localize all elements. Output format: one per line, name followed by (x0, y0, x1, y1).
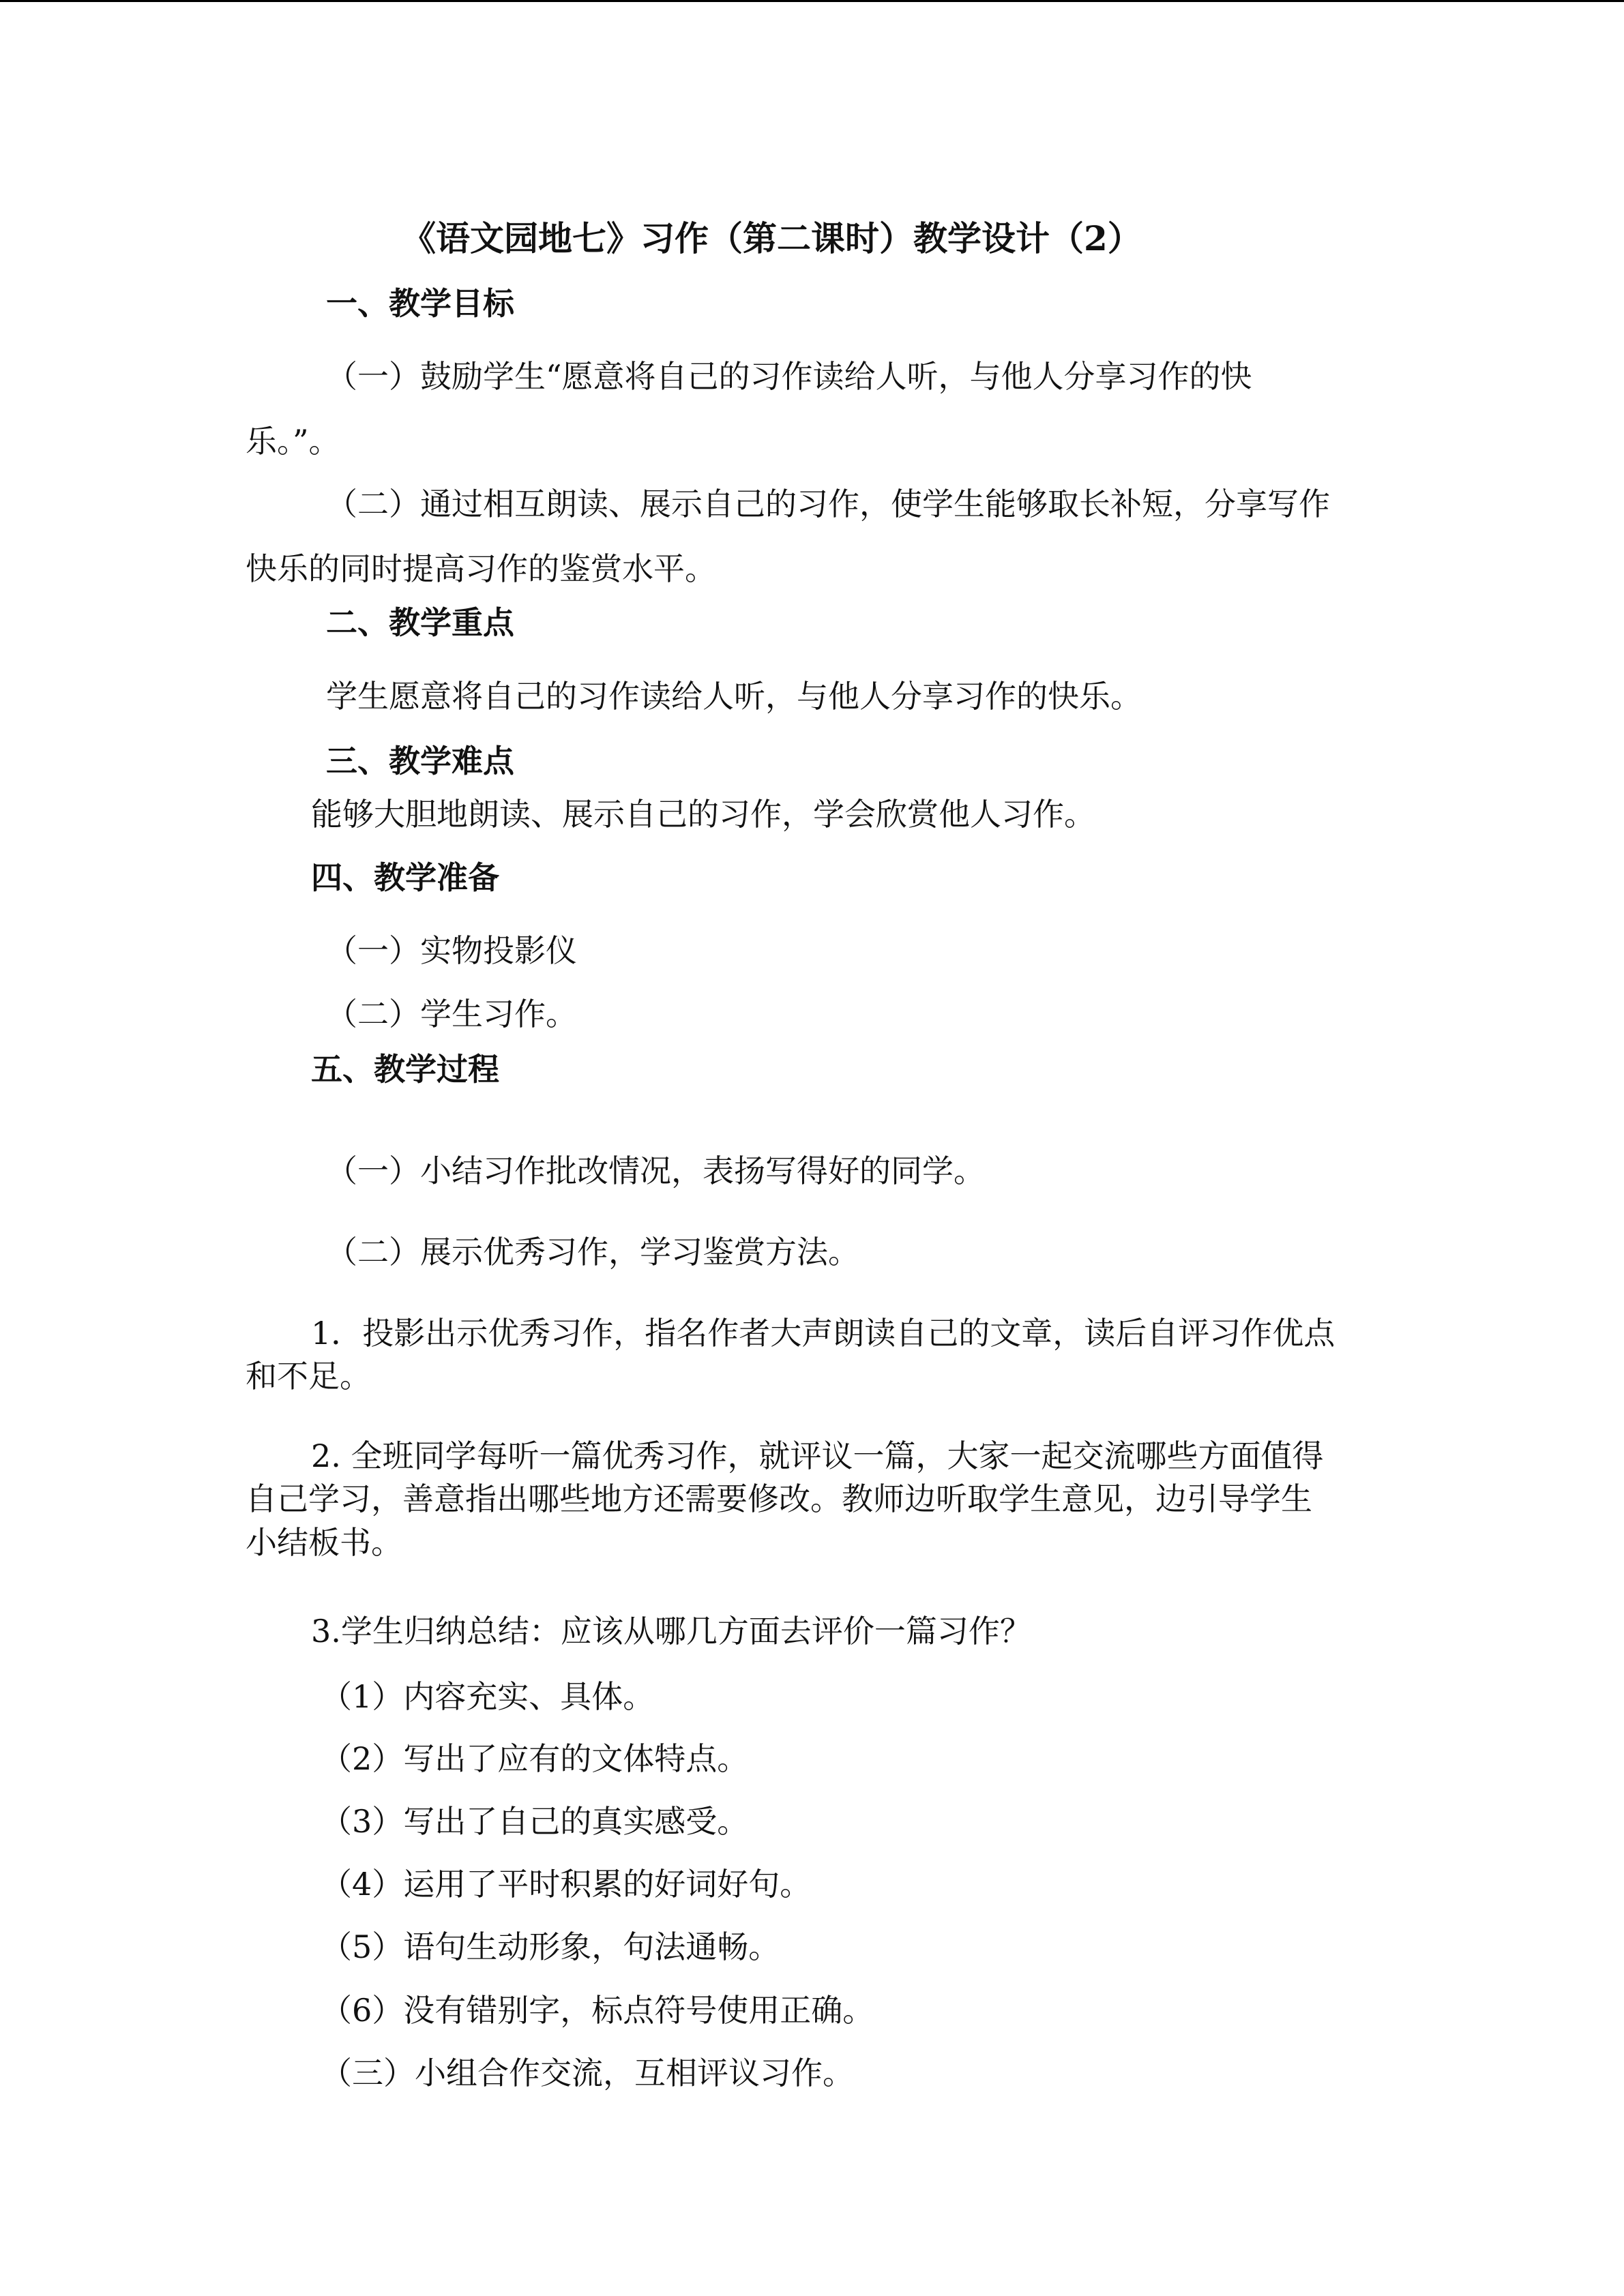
paragraph: （一）小结习作批改情况，表扬写得好的同学。 (326, 1152, 985, 1189)
paragraph: （一）鼓励学生“愿意将自己的习作读给人听，与他人分享习作的快 (326, 358, 1252, 395)
list-item: （4）运用了平时积累的好词好句。 (321, 1866, 812, 1903)
paragraph: 乐。”。 (246, 423, 340, 460)
paragraph: 1．投影出示优秀习作，指名作者大声朗读自己的文章，读后自评习作优点 (311, 1315, 1335, 1352)
paragraph: 快乐的同时提高习作的鉴赏水平。 (246, 550, 716, 587)
list-item: （1）内容充实、具体。 (321, 1678, 655, 1715)
paragraph: 自己学习，善意指出哪些地方还需要修改。教师边听取学生意见，边引导学生 (246, 1480, 1312, 1517)
list-item: （3）写出了自己的真实感受。 (321, 1803, 749, 1840)
document-title: 《语文园地七》习作（第二课时）教学设计（2） (402, 218, 1142, 258)
paragraph: 小结板书。 (246, 1524, 402, 1561)
list-item: （二）学生习作。 (326, 996, 577, 1032)
paragraph: （二）展示优秀习作，学习鉴赏方法。 (326, 1234, 859, 1270)
list-item: （2）写出了应有的文体特点。 (321, 1740, 749, 1777)
list-item: （5）语句生动形象，句法通畅。 (321, 1928, 780, 1965)
paragraph: 能够大胆地朗读、展示自己的习作，学会欣赏他人习作。 (311, 796, 1095, 833)
section-heading-preparation: 四、教学准备 (311, 859, 499, 896)
paragraph: 和不足。 (246, 1358, 371, 1395)
paragraph: 学生愿意将自己的习作读给人听，与他人分享习作的快乐。 (326, 678, 1142, 715)
section-heading-difficulty: 三、教学难点 (326, 743, 514, 779)
section-heading-goals: 一、教学目标 (326, 285, 514, 322)
list-item: （一）实物投影仪 (326, 932, 577, 969)
paragraph: 2. 全班同学每听一篇优秀习作，就评议一篇，大家一起交流哪些方面值得 (311, 1437, 1324, 1474)
list-item: （6）没有错别字，标点符号使用正确。 (321, 1992, 874, 2029)
top-border (0, 0, 1624, 2)
section-heading-process: 五、教学过程 (311, 1051, 499, 1088)
paragraph: 3.学生归纳总结：应该从哪几方面去评价一篇习作？ (311, 1613, 1031, 1650)
section-heading-focus: 二、教学重点 (326, 604, 514, 641)
paragraph: （三）小组合作交流，互相评议习作。 (321, 2055, 854, 2091)
paragraph: （二）通过相互朗读、展示自己的习作，使学生能够取长补短，分享写作 (326, 486, 1330, 522)
